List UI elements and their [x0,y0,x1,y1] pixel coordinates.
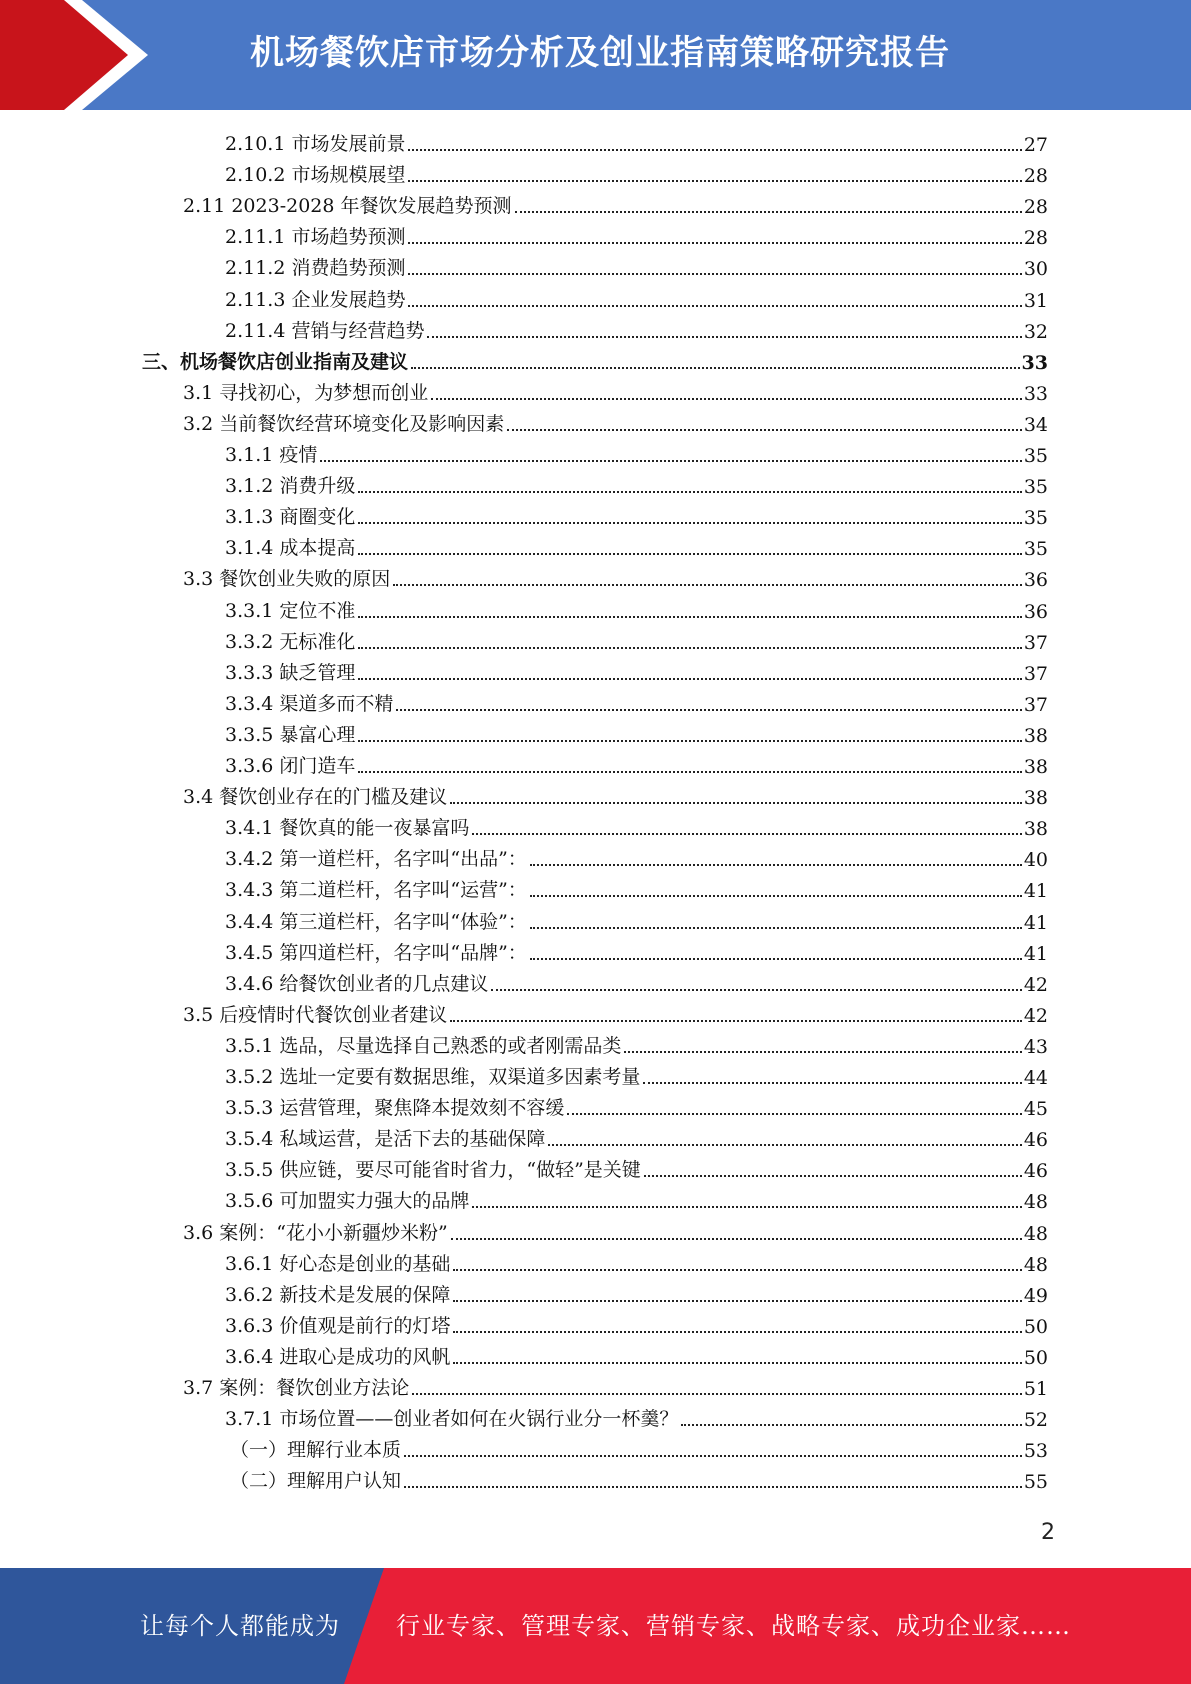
toc-entry-title: 3.3.1 定位不准 [225,599,356,622]
toc-entry-title: 三、机场餐饮店创业指南及建议 [142,350,409,373]
toc-entry[interactable] [225,657,1048,687]
toc-entry-title: 3.3.2 无标准化 [225,630,356,653]
toc-leader-dots [358,491,1021,493]
toc-entry-page: 33 [1021,351,1048,374]
toc-entry-page: 36 [1023,569,1048,592]
toc-entry[interactable] [225,1248,1048,1278]
toc-entry[interactable] [225,750,1048,780]
toc-entry-page: 28 [1023,196,1048,219]
toc-entry[interactable] [225,221,1048,251]
toc-entry[interactable] [230,1465,1048,1495]
toc-entry[interactable] [225,284,1048,314]
toc-entry-title: 3.4.4 第三道栏杆，名字叫“体验”： [225,910,527,933]
toc-entry[interactable] [225,1279,1048,1309]
toc-entry-title: 2.11.1 市场趋势预测 [225,226,406,249]
toc-entry-page: 30 [1023,258,1048,281]
toc-entry-title: 3.3.3 缺乏管理 [225,661,356,684]
toc-entry[interactable] [225,439,1048,469]
toc-entry-title: 3.5.4 私域运营，是活下去的基础保障 [225,1128,546,1151]
toc-leader-dots [453,1300,1021,1302]
toc-entry[interactable] [230,1434,1048,1464]
toc-entry[interactable] [225,906,1048,936]
toc-leader-dots [408,242,1021,244]
toc-entry-page: 51 [1023,1378,1048,1400]
toc-entry[interactable] [225,252,1048,282]
toc-leader-dots [624,1051,1021,1053]
toc-leader-dots [548,1144,1021,1146]
toc-entry-page: 37 [1023,693,1048,716]
toc-entry-title: 3.6 案例：“花小小新疆炒米粉” [183,1221,448,1244]
toc-leader-dots [453,1331,1021,1333]
toc-leader-dots [453,1269,1021,1271]
toc-leader-dots [530,927,1022,929]
toc-entry-page: 28 [1023,227,1048,250]
toc-entry-title: 3.6.3 价值观是前行的灯塔 [225,1314,451,1337]
toc-entry[interactable] [225,128,1048,158]
toc-entry-page: 38 [1023,818,1048,841]
toc-entry-page: 35 [1023,507,1048,530]
toc-leader-dots [404,1455,1022,1457]
toc-entry-page: 50 [1023,1346,1048,1369]
toc-entry-title: 3.3.6 闭门造车 [225,755,356,777]
toc-entry-page: 46 [1023,1160,1048,1183]
toc-leader-dots [530,864,1022,866]
toc-leader-dots [358,647,1021,649]
toc-entry-page: 35 [1023,476,1048,499]
toc-entry-title: 2.11 2023-2028 年餐饮发展趋势预测 [183,195,512,218]
toc-entry-title: 3.4.5 第四道栏杆，名字叫“品牌”： [225,941,527,964]
toc-leader-dots [491,989,1021,991]
toc-entry-title: 3.4.6 给餐饮创业者的几点建议 [225,972,489,995]
toc-entry[interactable] [225,595,1048,625]
toc-entry-page: 43 [1023,1035,1048,1058]
toc-entry-page: 52 [1023,1409,1048,1432]
toc-entry-title: 3.1.1 疫情 [225,444,318,466]
toc-entry-title: 2.10.1 市场发展前景 [225,133,406,155]
toc-leader-dots [358,522,1021,524]
toc-entry-page: 32 [1023,320,1048,343]
toc-entry-title: 3.1.2 消费升级 [225,475,356,498]
toc-entry-page: 37 [1023,631,1048,654]
toc-entry-title: （二）理解用户认知 [230,1470,402,1493]
toc-leader-dots [450,802,1022,804]
toc-entry-page: 38 [1023,724,1048,747]
toc-leader-dots [567,1113,1021,1115]
toc-entry-title: 3.1 寻找初心，为梦想而创业 [183,381,429,404]
toc-leader-dots [530,895,1022,897]
toc-entry-title: 3.5.5 供应链，要尽可能省时省力，“做轻”是关键 [225,1159,641,1182]
toc-entry[interactable] [225,1185,1048,1215]
toc-entry[interactable] [225,1123,1048,1153]
toc-entry-page: 46 [1023,1129,1048,1152]
toc-leader-dots [358,771,1021,773]
toc-entry-title: 3.1.4 成本提高 [225,537,356,560]
toc-entry[interactable] [142,346,1048,376]
report-title: 机场餐饮店市场分析及创业指南策略研究报告 [250,33,950,73]
toc-entry[interactable] [183,377,1048,407]
toc-leader-dots [412,1393,1022,1395]
toc-entry-page: 48 [1023,1222,1048,1245]
toc-entry-title: 3.6.2 新技术是发展的保障 [225,1283,451,1306]
page-footer [0,1568,1191,1684]
toc-entry-title: 3.5.3 运营管理，聚焦降本提效刻不容缓 [225,1097,565,1120]
toc-leader-dots [644,1175,1022,1177]
toc-entry-page: 27 [1023,134,1048,156]
toc-leader-dots [408,180,1021,182]
toc-entry-title: 3.4.1 餐饮真的能一夜暴富吗 [225,817,470,840]
toc-entry-title: 2.11.3 企业发展趋势 [225,288,406,311]
toc-entry-title: 3.7.1 市场位置——创业者如何在火锅行业分一杯羹？ [225,1408,679,1431]
toc-leader-dots [396,709,1021,711]
toc-entry-title: 3.6.4 进取心是成功的风帆 [225,1345,451,1368]
toc-leader-dots [393,584,1022,586]
page-number: 2 [1041,1520,1055,1545]
page-header [0,0,1191,110]
toc-entry-title: 3.3.4 渠道多而不精 [225,692,394,715]
toc-entry-page: 41 [1023,911,1048,934]
toc-entry[interactable] [225,626,1048,656]
toc-leader-dots [472,833,1021,835]
toc-leader-dots [358,553,1021,555]
toc-entry-page: 37 [1023,662,1048,685]
toc-entry-title: （一）理解行业本质 [230,1439,402,1462]
toc-entry-page: 31 [1023,289,1048,312]
toc-entry[interactable] [225,1030,1048,1060]
toc-entry-title: 3.6.1 好心态是创业的基础 [225,1252,451,1275]
toc-leader-dots [408,273,1021,275]
toc-leader-dots [431,398,1022,400]
toc-entry[interactable] [225,1061,1048,1091]
toc-leader-dots [358,740,1021,742]
toc-entry-page: 53 [1023,1440,1048,1463]
toc-entry[interactable] [225,1403,1048,1433]
toc-entry-page: 42 [1023,973,1048,996]
toc-entry-page: 42 [1023,1004,1048,1027]
toc-entry[interactable] [183,999,1048,1029]
toc-entry-title: 2.11.4 营销与经营趋势 [225,319,425,342]
toc-entry-page: 36 [1023,600,1048,623]
toc-entry[interactable] [225,843,1048,873]
toc-leader-dots [408,149,1021,151]
toc-leader-dots [427,336,1021,338]
toc-entry[interactable] [225,874,1048,904]
toc-entry-page: 41 [1023,880,1048,903]
toc-leader-dots [451,1238,1022,1240]
toc-entry-title: 3.5.2 选址一定要有数据思维，双渠道多因素考量 [225,1066,641,1088]
toc-entry-title: 3.5.6 可加盟实力强大的品牌 [225,1190,470,1213]
toc-entry[interactable] [225,968,1048,998]
toc-entry[interactable] [225,532,1048,562]
toc-leader-dots [411,367,1020,369]
toc-entry-title: 3.4 餐饮创业存在的门槛及建议 [183,786,448,809]
toc-entry-page: 48 [1023,1191,1048,1214]
toc-entry[interactable] [225,315,1048,345]
toc-entry-title: 2.10.2 市场规模展望 [225,164,406,187]
toc-entry[interactable] [225,688,1048,718]
toc-entry[interactable] [225,719,1048,749]
toc-entry[interactable] [225,1310,1048,1340]
toc-entry[interactable] [225,501,1048,531]
footer-slogan-right: 行业专家、管理专家、营销专家、战略专家、成功企业家…… [396,1612,1071,1640]
toc-entry-page: 35 [1023,445,1048,467]
toc-leader-dots [530,958,1022,960]
toc-entry-title: 3.3.5 暴富心理 [225,723,356,746]
toc-entry[interactable] [225,937,1048,967]
toc-entry-page: 49 [1023,1284,1048,1307]
toc-leader-dots [681,1424,1021,1426]
footer-slogan-left: 让每个人都能成为 [140,1612,340,1640]
toc-entry-page: 50 [1023,1315,1048,1338]
toc-entry-page: 40 [1023,849,1048,872]
toc-entry[interactable] [183,1372,1048,1402]
toc-entry[interactable] [225,1341,1048,1371]
toc-entry-page: 28 [1023,165,1048,188]
toc-entry-page: 41 [1023,942,1048,965]
toc-entry-page: 45 [1023,1098,1048,1121]
toc-entry-title: 3.5.1 选品，尽量选择自己熟悉的或者刚需品类 [225,1034,622,1057]
toc-entry-title: 3.2 当前餐饮经营环境变化及影响因素 [183,412,505,435]
toc-entry-title: 3.7 案例：餐饮创业方法论 [183,1377,410,1399]
toc-entry[interactable] [225,1154,1048,1184]
toc-entry-page: 55 [1023,1471,1048,1494]
toc-entry[interactable] [183,1217,1048,1247]
toc-entry-title: 3.4.3 第二道栏杆，名字叫“运营”： [225,879,527,902]
toc-leader-dots [515,211,1022,213]
toc-entry[interactable] [183,408,1048,438]
toc-entry-page: 38 [1023,787,1048,810]
toc-entry-page: 33 [1023,382,1048,405]
toc-leader-dots [404,1486,1022,1488]
toc-entry-page: 48 [1023,1253,1048,1276]
toc-entry-page: 34 [1023,413,1048,436]
toc-entry[interactable] [183,781,1048,811]
toc-leader-dots [450,1020,1022,1022]
toc-leader-dots [358,678,1021,680]
toc-entry[interactable] [225,812,1048,842]
toc-leader-dots [408,305,1021,307]
toc-entry-title: 2.11.2 消费趋势预测 [225,257,406,280]
toc-entry-page: 35 [1023,538,1048,561]
toc-entry[interactable] [225,1092,1048,1122]
toc-entry[interactable] [183,190,1048,220]
toc-leader-dots [453,1362,1021,1364]
toc-entry[interactable] [225,159,1048,189]
toc-leader-dots [507,429,1022,431]
toc-entry-page: 44 [1023,1067,1048,1089]
toc-leader-dots [643,1082,1021,1084]
toc-entry-title: 3.3 餐饮创业失败的原因 [183,568,391,591]
toc-leader-dots [320,460,1021,462]
toc-entry-page: 38 [1023,756,1048,778]
toc-entry[interactable] [225,470,1048,500]
toc-entry-title: 3.4.2 第一道栏杆，名字叫“出品”： [225,848,527,871]
toc-leader-dots [472,1206,1021,1208]
toc-entry-title: 3.5 后疫情时代餐饮创业者建议 [183,1003,448,1026]
toc-leader-dots [358,616,1021,618]
toc-entry-title: 3.1.3 商圈变化 [225,506,356,529]
toc-entry[interactable] [183,563,1048,593]
